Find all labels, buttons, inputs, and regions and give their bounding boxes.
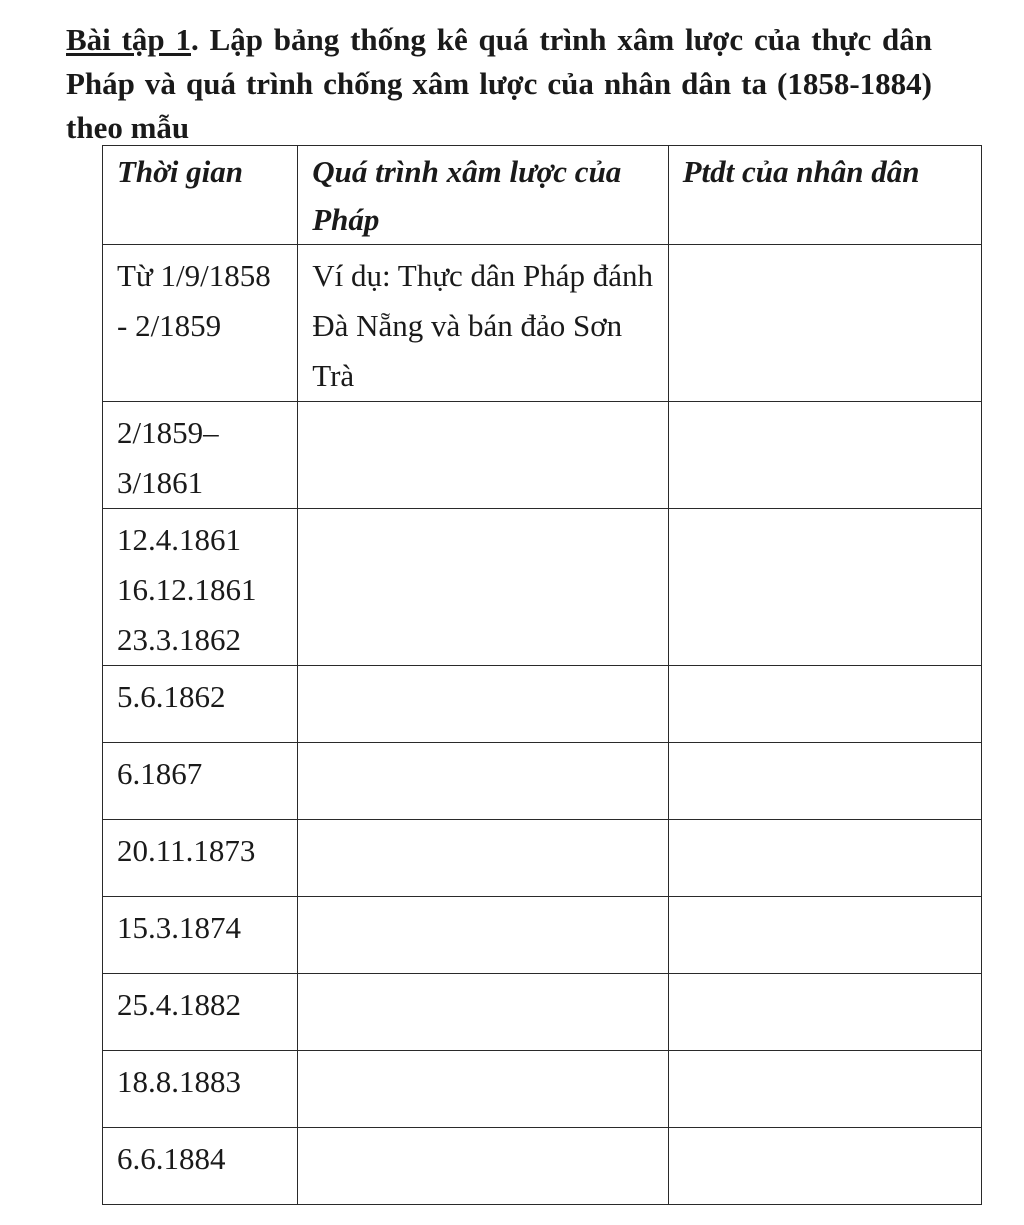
table-header-row xyxy=(103,146,982,245)
table-row xyxy=(103,666,982,743)
table-row xyxy=(103,897,982,974)
exercise-instruction: . Lập bảng thống kê quá trình xâm lược của thực dân Pháp và quá trình chống xâm lược của nhân dân ta (1858-1884) theo mẫu xyxy=(66,22,932,145)
table-row xyxy=(103,509,982,666)
header-time: Thời gian xyxy=(103,146,298,245)
time-cell xyxy=(103,897,298,974)
time-line: 15.3.1874 xyxy=(117,910,241,945)
people-resistance-cell[interactable] xyxy=(668,666,981,743)
french-invasion-cell[interactable] xyxy=(298,974,668,1051)
time-line: Từ 1/9/1858 xyxy=(117,258,271,293)
people-resistance-cell[interactable] xyxy=(668,897,981,974)
people-resistance-cell[interactable] xyxy=(668,1128,981,1205)
french-invasion-cell[interactable] xyxy=(298,743,668,820)
table-row xyxy=(103,402,982,509)
people-resistance-cell[interactable] xyxy=(668,820,981,897)
time-cell xyxy=(103,245,298,402)
french-invasion-cell[interactable] xyxy=(298,402,668,509)
exercise-label: Bài tập 1 xyxy=(66,22,191,57)
french-invasion-cell[interactable] xyxy=(298,897,668,974)
time-line: 6.6.1884 xyxy=(117,1141,226,1176)
time-line: - 2/1859 xyxy=(117,308,222,343)
time-line: 23.3.1862 xyxy=(117,622,241,657)
time-line: 16.12.1861 xyxy=(117,572,257,607)
time-line: 5.6.1862 xyxy=(117,679,226,714)
people-resistance-cell[interactable] xyxy=(668,245,981,402)
time-cell xyxy=(103,743,298,820)
table-row xyxy=(103,820,982,897)
time-line: 2/1859– xyxy=(117,415,219,450)
table-row xyxy=(103,1051,982,1128)
time-line: 12.4.1861 xyxy=(117,522,241,557)
french-invasion-cell[interactable] xyxy=(298,820,668,897)
time-cell xyxy=(103,820,298,897)
time-cell xyxy=(103,666,298,743)
time-cell xyxy=(103,974,298,1051)
french-invasion-cell[interactable]: Ví dụ: Thực dân Pháp đánh Đà Nẵng và bán đảo Sơn Trà xyxy=(298,245,668,402)
time-line: 3/1861 xyxy=(117,465,204,500)
time-line: 25.4.1882 xyxy=(117,987,241,1022)
header-french-invasion: Quá trình xâm lược của Pháp xyxy=(298,146,668,245)
french-invasion-cell[interactable] xyxy=(298,666,668,743)
exercise-title xyxy=(66,18,932,150)
table-row xyxy=(103,245,982,402)
people-resistance-cell[interactable] xyxy=(668,1051,981,1128)
table-row xyxy=(103,974,982,1051)
time-line: 6.1867 xyxy=(117,756,203,791)
people-resistance-cell[interactable] xyxy=(668,509,981,666)
french-invasion-cell[interactable] xyxy=(298,1128,668,1205)
time-line: 18.8.1883 xyxy=(117,1064,241,1099)
time-cell xyxy=(103,1128,298,1205)
table-row xyxy=(103,743,982,820)
time-cell xyxy=(103,402,298,509)
statistics-table xyxy=(102,145,982,1205)
people-resistance-cell[interactable] xyxy=(668,974,981,1051)
table-row xyxy=(103,1128,982,1205)
french-invasion-cell[interactable] xyxy=(298,509,668,666)
people-resistance-cell[interactable] xyxy=(668,402,981,509)
header-people-resistance: Ptdt của nhân dân xyxy=(668,146,981,245)
time-cell xyxy=(103,509,298,666)
people-resistance-cell[interactable] xyxy=(668,743,981,820)
french-invasion-cell[interactable] xyxy=(298,1051,668,1128)
time-cell xyxy=(103,1051,298,1128)
time-line: 20.11.1873 xyxy=(117,833,256,868)
